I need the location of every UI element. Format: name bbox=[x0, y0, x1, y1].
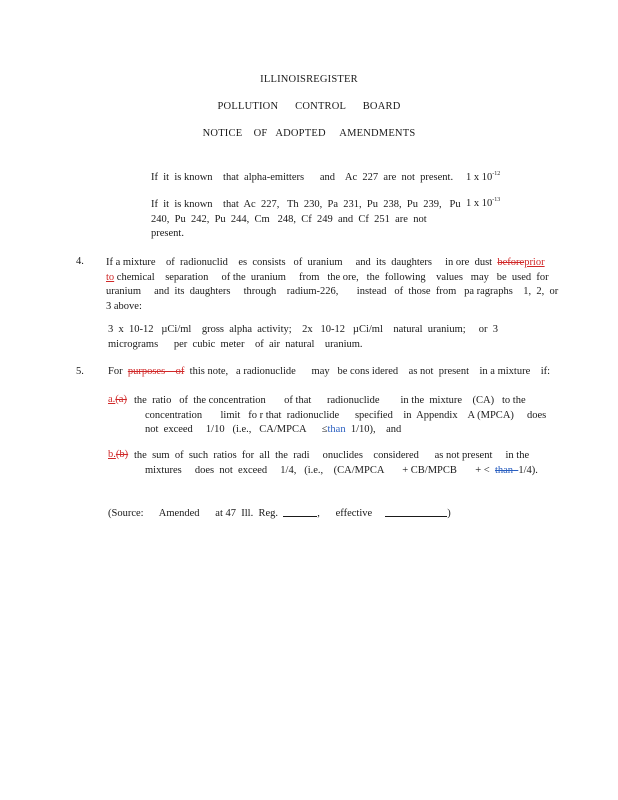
item-4-line-2 bbox=[106, 271, 556, 286]
item-5b-line-2-text: mixtures does not exceed 1/4, (i.e., (CA/MPCA + CB/MPCB + < bbox=[145, 464, 490, 476]
alpha-paragraph-2-line-3: present. bbox=[151, 228, 184, 239]
item-4-line-4: 3 above: bbox=[106, 300, 142, 312]
item-5a-line-3 bbox=[134, 423, 546, 438]
item-5b-inserted-label: b. bbox=[108, 449, 116, 460]
item-5b-paragraph bbox=[134, 449, 538, 478]
item-5a-paragraph bbox=[134, 394, 546, 438]
alpha-value-1-base: 1 x 10 bbox=[466, 172, 493, 183]
item-4-line-1-text: If a mixture of radionuclid es consists of uranium and its daughters in ore dust bbox=[106, 257, 493, 268]
item-5a-line-3-end: 1/10), and bbox=[345, 424, 402, 435]
item-4-sub-line-1: 3 x 10-12 µCi/ml gross alpha activity; 2x 10-12 µCi/ml natural uranium; or 3 bbox=[108, 324, 499, 335]
item-4-line-2-text: chemical separation of the uranium from the ore, the following values may be used for bbox=[114, 271, 549, 283]
item-4-deleted-word: before bbox=[497, 257, 525, 268]
item-5b-line-2 bbox=[134, 464, 538, 479]
item-5a-inserted-label: a. bbox=[108, 394, 116, 405]
item-5a-line-2: concentration limit fo r that radionuclide specified in Appendix A (MPCA) does bbox=[145, 409, 547, 421]
item-5-for: For bbox=[108, 366, 123, 377]
item-5a-marker bbox=[108, 394, 127, 405]
item-5-number: 5. bbox=[76, 366, 84, 377]
source-text: (Source: Amended at 47 Ill. Reg. bbox=[108, 508, 279, 519]
notice-title: NOTICE OF ADOPTED AMENDMENTS bbox=[202, 128, 416, 139]
alpha-paragraph-2 bbox=[151, 198, 461, 242]
item-5b-deleted-label: (b) bbox=[115, 449, 129, 460]
register-title: ILLINOISREGISTER bbox=[260, 74, 358, 85]
alpha-paragraph-1: If it is known that alpha-emitters and Ac 227 are not present. bbox=[151, 172, 454, 183]
item-4-paragraph bbox=[106, 256, 559, 314]
item-5a-inserted-than: than bbox=[327, 424, 346, 435]
alpha-value-2 bbox=[466, 198, 500, 209]
item-4-sub-paragraph bbox=[108, 323, 498, 352]
item-5-deleted-words: purposes of bbox=[127, 366, 185, 377]
item-5b-line-1: the sum of such ratios for all the radi onuclides considered as not present in the bbox=[134, 450, 530, 461]
item-5a-line-3-text: not exceed 1/10 (i.e., CA/MPCA ≤ bbox=[145, 424, 328, 435]
alpha-value-2-exponent: -13 bbox=[492, 197, 501, 203]
source-effective: , effective bbox=[317, 508, 373, 519]
source-line bbox=[108, 506, 451, 519]
board-title: POLLUTION CONTROL BOARD bbox=[217, 101, 401, 112]
item-4-line-1 bbox=[106, 256, 556, 271]
item-4-inserted-to: to bbox=[106, 271, 115, 283]
effective-date-blank[interactable] bbox=[385, 506, 447, 517]
item-5-line-1-text: this note, a radionuclide may be cons idered as not present in a mixture if: bbox=[189, 366, 551, 377]
item-5b-marker bbox=[108, 449, 128, 460]
alpha-value-1-exponent: -12 bbox=[492, 171, 501, 177]
item-4-line-3: uranium and its daughters through radium-226, instead of those from pa ragraphs 1, 2, or bbox=[106, 286, 559, 297]
source-close: ) bbox=[447, 508, 451, 519]
alpha-value-1 bbox=[466, 172, 500, 183]
alpha-paragraph-2-line-2: 240, Pu 242, Pu 244, Cm 248, Cf 249 and Cf 251 are not bbox=[151, 213, 427, 225]
alpha-value-2-base: 1 x 10 bbox=[466, 198, 493, 209]
item-5-line-1 bbox=[108, 366, 550, 377]
item-5b-deleted-than: than bbox=[494, 464, 514, 476]
item-4-number: 4. bbox=[76, 256, 84, 267]
item-5a-deleted-label: (a) bbox=[115, 394, 127, 405]
alpha-paragraph-2-line-1: If it is known that Ac 227, Th 230, Pa 231, Pu 238, Pu 239, Pu bbox=[151, 199, 461, 210]
register-page-blank[interactable] bbox=[283, 506, 317, 517]
item-5b-line-2-end: 1/4). bbox=[518, 464, 538, 476]
item-5a-line-1: the ratio of the concentration of that radionuclide in the mixture (CA) to the bbox=[134, 395, 526, 406]
item-4-inserted-word: prior bbox=[524, 257, 545, 268]
item-4-sub-line-2: micrograms per cubic meter of air natural uranium. bbox=[108, 338, 363, 350]
